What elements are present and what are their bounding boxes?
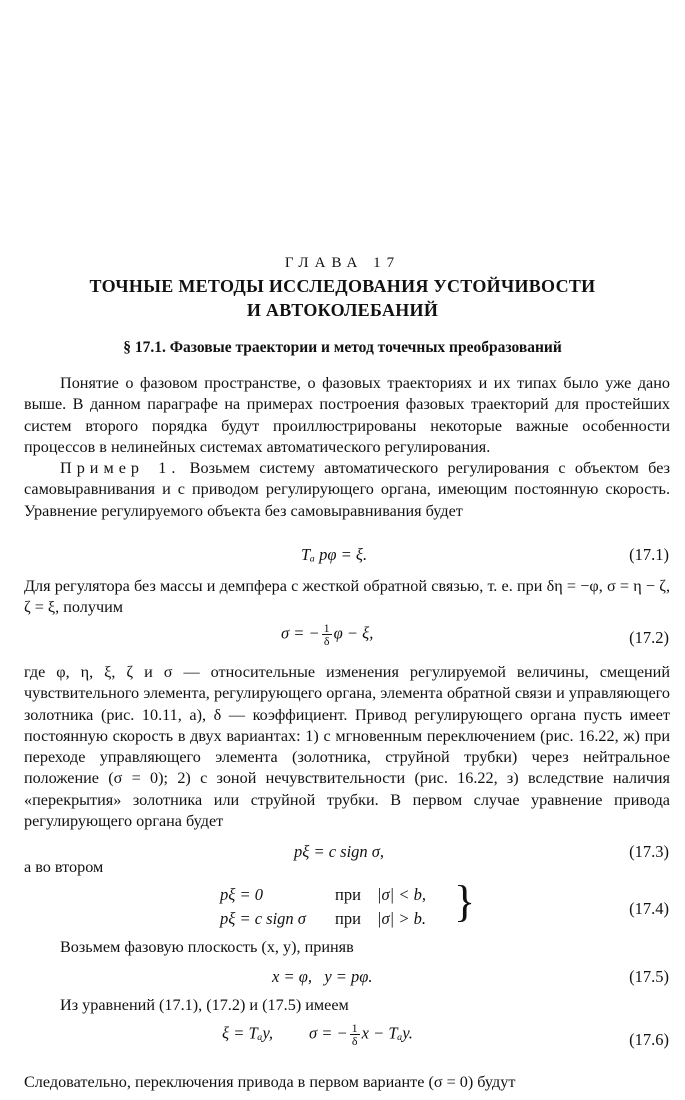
equation-17-5: x = φ, y = pφ. <box>272 967 373 986</box>
equation-17-2 <box>281 622 373 647</box>
section-heading: § 17.1. Фазовые траектории и метод точечных преобразований <box>123 339 562 356</box>
example-paragraph <box>24 458 670 522</box>
example-label: Пример 1. <box>60 459 181 478</box>
eq6-fraction: $\frac{1}{\delta}$ <box>351 1021 358 1048</box>
equation-number-17-2: (17.2) <box>629 628 669 647</box>
equation-number-17-3: (17.3) <box>629 842 669 861</box>
regulator-paragraph: Для регулятора без массы и демпфера с жесткой обратной связью, т. е. при δη = −φ, σ = η − ζ, ζ = ξ, получим <box>24 577 670 617</box>
second-variant-text: а во втором <box>24 858 104 876</box>
consequently-text: Следовательно, переключения привода в первом варианте (σ = 0) будут <box>24 1073 516 1091</box>
equation-17-4-row1: pξ = 0 при |σ| < b, <box>220 885 426 904</box>
equation-17-1: Tₐ pφ = ξ. <box>301 545 368 564</box>
chapter-title-line1: ТОЧНЫЕ МЕТОДЫ ИССЛЕДОВАНИЯ УСТОЙЧИВОСТИ <box>89 276 596 296</box>
from-equations-text: Из уравнений (17.1), (17.2) и (17.5) имеем <box>60 996 349 1014</box>
equation-17-3: pξ = c sign σ, <box>294 842 385 861</box>
system-brace: } <box>454 877 476 926</box>
equation-number-17-5: (17.5) <box>629 967 669 986</box>
intro-paragraph <box>24 373 670 522</box>
equation-number-17-4: (17.4) <box>629 899 669 918</box>
chapter-label: ГЛАВА 17 <box>284 255 401 271</box>
equation-number-17-6: (17.6) <box>629 1030 669 1049</box>
equation-17-6 <box>222 1022 413 1047</box>
intro-text: Понятие о фазовом пространстве, о фазовых траекториях и их типах было уже дано выше. В данном параграфе на примерах построения фазовых траекторий для простейших систем второго порядка будут проиллюстрированы некоторые важные особенности процессов в нелинейных системах автоматического регулирования. <box>24 374 670 456</box>
eq2-left: σ = − <box>281 623 320 643</box>
eq6-right: x − Tₐy. <box>361 1023 413 1043</box>
example-text: Возьмем систему автоматического регулирования с объектом без самовыравнивания и с приводом регулирующего органа, имеющим постоянную скорость. Уравнение регулируемого объекта без самовыравнивания будет <box>24 459 670 520</box>
eq2-right: φ − ξ, <box>333 623 374 643</box>
eq6-part2: σ = − <box>309 1023 348 1043</box>
equation-17-4-row2: pξ = c sign σ при |σ| > b. <box>220 909 426 928</box>
chapter-title-line2: И АВТОКОЛЕБАНИЙ <box>246 300 439 320</box>
phase-plane-text: Возьмем фазовую плоскость (x, y), приняв <box>60 938 354 956</box>
where-paragraph: где φ, η, ξ, ζ и σ — относительные изменения регулируемой величины, смещений чувствительного элемента, регулирующего органа, элемента обратной связи и управляющего золотника (рис. 10.11, а), δ — коэффициент. Привод регулирующего органа пусть имеет постоянную скорость в двух вариантах: 1) с мгновенным переключением (рис. 16.22, ж) при переходе управляющего элемента (золотника, струйной трубки) через нейтральное положение (σ = 0); 2) с зоной нечувствительности (рис. 16.22, з) вследствие наличия «перекрытия» золотника или струйной трубки. В первом случае уравнение привода регулирующего органа будет <box>24 663 670 831</box>
eq2-fraction: $\frac{1}{\delta}$ <box>323 621 330 648</box>
eq6-part1: ξ = Tₐy, <box>222 1023 273 1043</box>
equation-number-17-1: (17.1) <box>629 545 669 564</box>
